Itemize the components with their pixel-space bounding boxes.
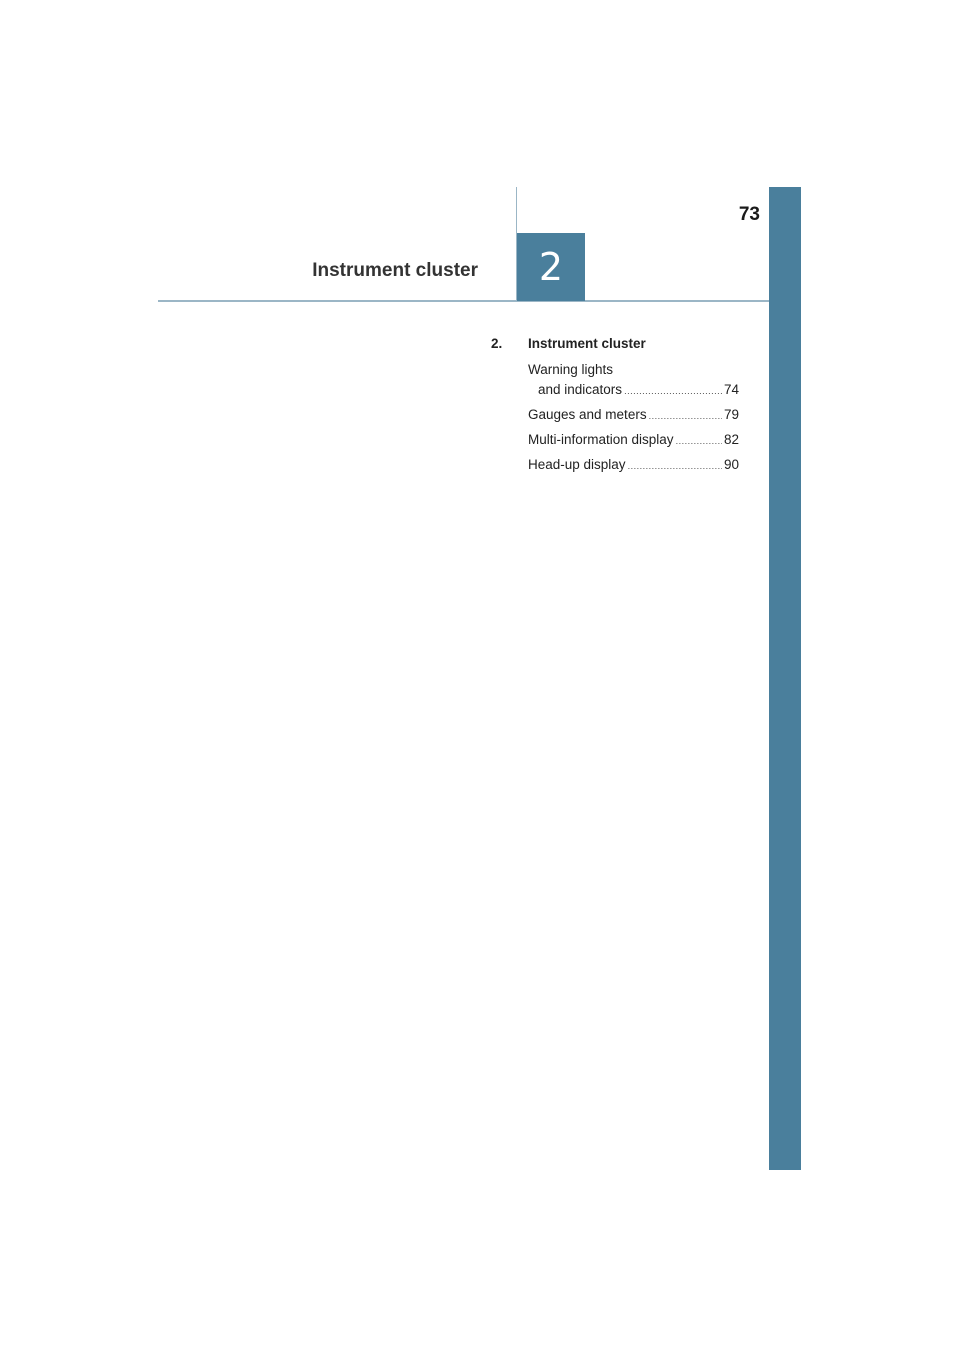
toc-entry-label: Warning lights (528, 362, 614, 377)
toc-entry-page: 82 (723, 432, 739, 447)
side-tab-bar (769, 187, 801, 1170)
toc-entry-head-up[interactable] (528, 455, 739, 476)
toc-section-number: 2. (491, 336, 503, 351)
page-number: 73 (738, 204, 760, 225)
toc-leader-dots (628, 456, 722, 476)
header-horizontal-rule (158, 300, 769, 302)
toc-leader-dots (624, 381, 722, 401)
chapter-title: Instrument cluster (312, 260, 478, 281)
toc-entry-page: 79 (723, 407, 739, 422)
toc-entry-page: 74 (723, 382, 739, 397)
chapter-number-box: 2 (517, 233, 585, 301)
toc-entry-warning-lights[interactable] (528, 360, 739, 401)
toc-entry-gauges[interactable] (528, 405, 739, 426)
toc-entry-label: Multi-information display (528, 432, 674, 447)
toc-entry-label: Head-up display (528, 457, 626, 472)
toc-section-heading (491, 336, 646, 351)
toc-leader-dots (649, 406, 722, 426)
toc-leader-dots (676, 431, 722, 451)
toc-entry-label: and indicators (538, 382, 623, 397)
toc-entry-page: 90 (723, 457, 739, 472)
toc-entry-label: Gauges and meters (528, 407, 647, 422)
toc-section-title: Instrument cluster (528, 336, 646, 351)
toc-entry-multi-information[interactable] (528, 430, 739, 451)
